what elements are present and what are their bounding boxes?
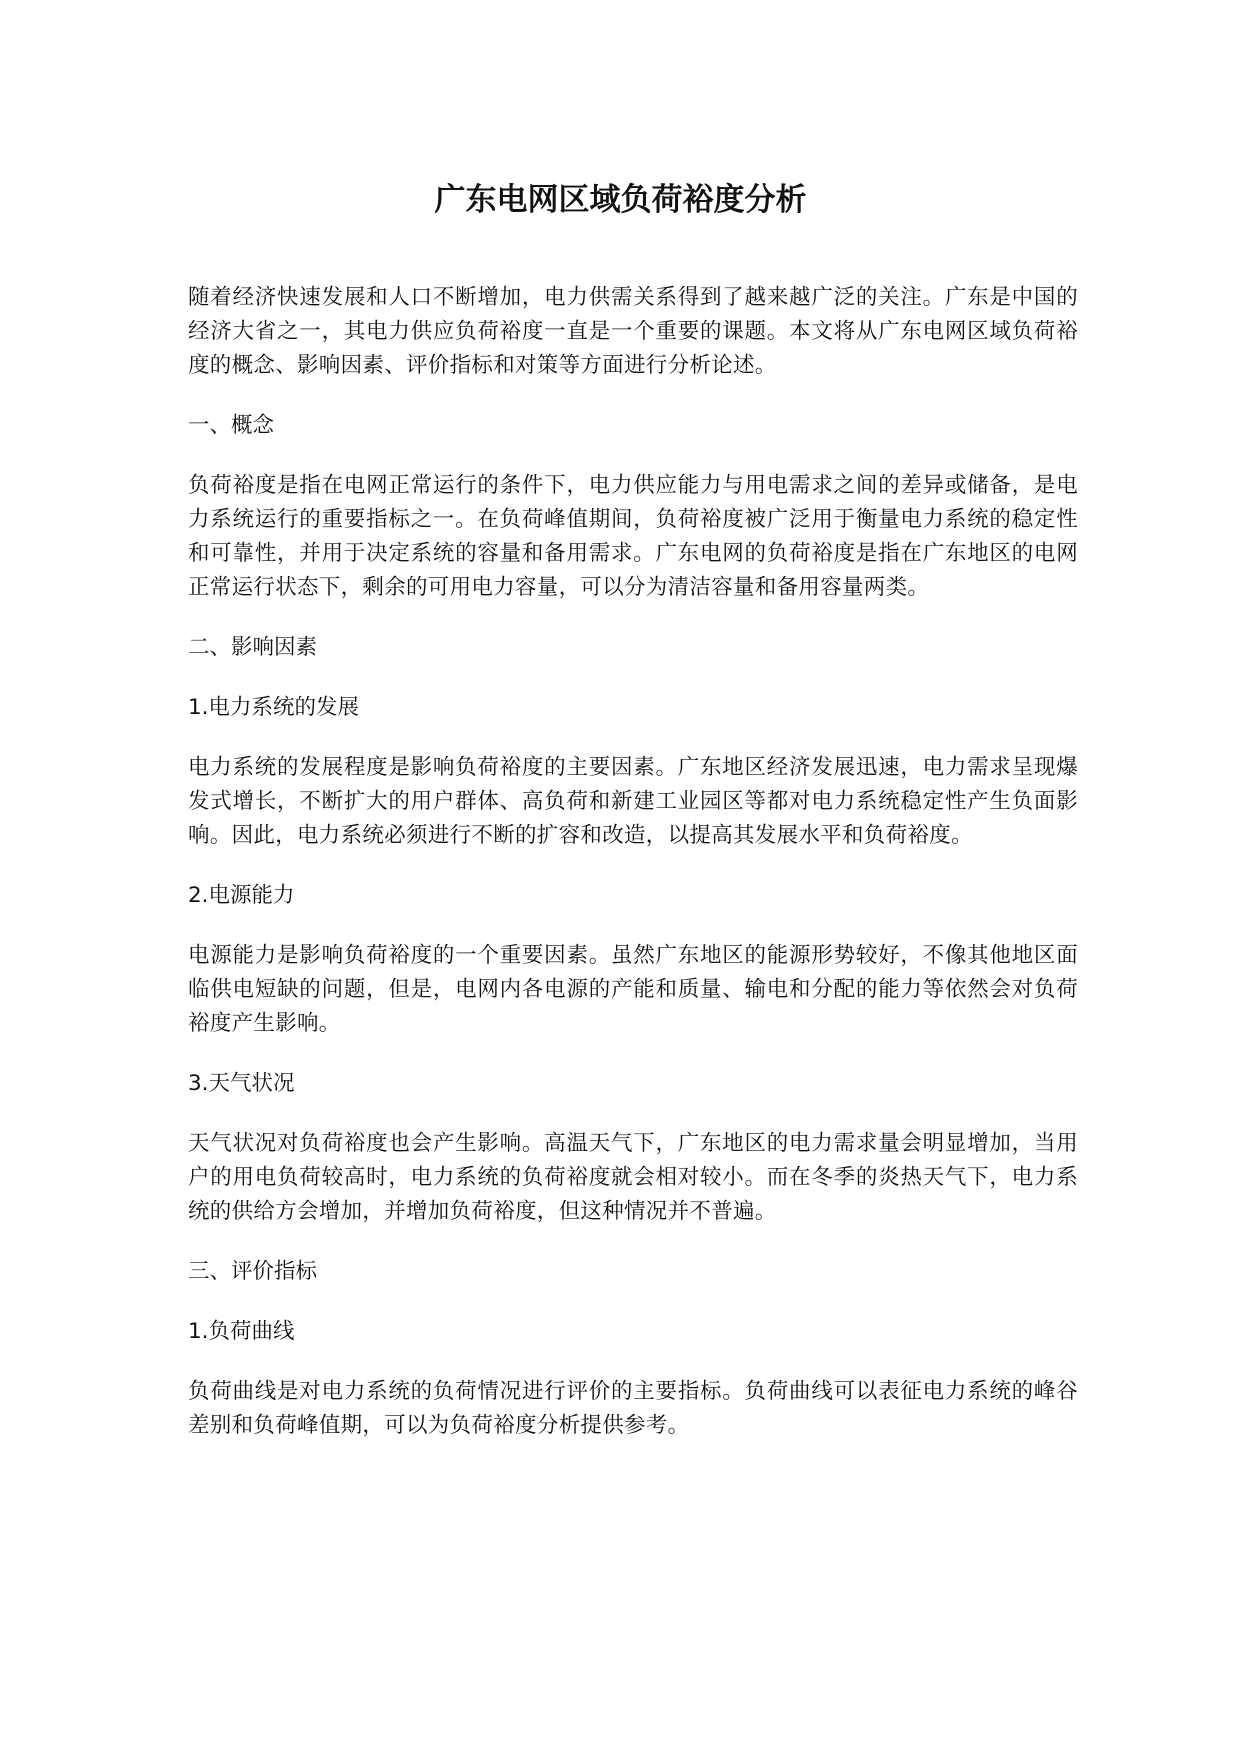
document-title: 广东电网区域负荷裕度分析 — [434, 182, 807, 218]
subheading-power-source-capacity: 2.电源能力 — [188, 883, 295, 908]
intro-paragraph: 随着经济快速发展和人口不断增加，电力供需关系得到了越来越广泛的关注。广东是中国的经济大省之一，其电力供应负荷裕度一直是一个重要的课题。本文将从广东电网区域负荷裕度的概念、影响因素、评价指标和对策等方面进行分析论述。 — [188, 285, 1078, 378]
section-heading-factors: 二、影响因素 — [188, 635, 318, 660]
subheading-power-system-development: 1.电力系统的发展 — [188, 695, 360, 720]
load-curve-paragraph: 负荷曲线是对电力系统的负荷情况进行评价的主要指标。负荷曲线可以表征电力系统的峰谷差别和负荷峰值期，可以为负荷裕度分析提供参考。 — [188, 1379, 1078, 1438]
section-heading-indicators: 三、评价指标 — [188, 1259, 318, 1284]
weather-conditions-paragraph: 天气状况对负荷裕度也会产生影响。高温天气下，广东地区的电力需求量会明显增加，当用户的用电负荷较高时，电力系统的负荷裕度就会相对较小。而在冬季的炎热天气下，电力系统的供给方会增加，并增加负荷裕度，但这种情况并不普遍。 — [188, 1131, 1078, 1224]
power-system-development-paragraph: 电力系统的发展程度是影响负荷裕度的主要因素。广东地区经济发展迅速，电力需求呈现爆发式增长，不断扩大的用户群体、高负荷和新建工业园区等都对电力系统稳定性产生负面影响。因此，电力系统必须进行不断的扩容和改造，以提高其发展水平和负荷裕度。 — [188, 755, 1078, 848]
power-source-capacity-paragraph: 电源能力是影响负荷裕度的一个重要因素。虽然广东地区的能源形势较好，不像其他地区面临供电短缺的问题，但是，电网内各电源的产能和质量、输电和分配的能力等依然会对负荷裕度产生影响。 — [188, 943, 1078, 1036]
document-body — [188, 281, 1078, 1469]
subheading-load-curve: 1.负荷曲线 — [188, 1319, 295, 1344]
subheading-weather-conditions: 3.天气状况 — [188, 1071, 295, 1096]
section-heading-concept: 一、概念 — [188, 413, 275, 438]
concept-paragraph: 负荷裕度是指在电网正常运行的条件下，电力供应能力与用电需求之间的差异或储备，是电力系统运行的重要指标之一。在负荷峰值期间，负荷裕度被广泛用于衡量电力系统的稳定性和可靠性，并用于决定系统的容量和备用需求。广东电网的负荷裕度是指在广东地区的电网正常运行状态下，剩余的可用电力容量，可以分为清洁容量和备用容量两类。 — [188, 473, 1078, 600]
